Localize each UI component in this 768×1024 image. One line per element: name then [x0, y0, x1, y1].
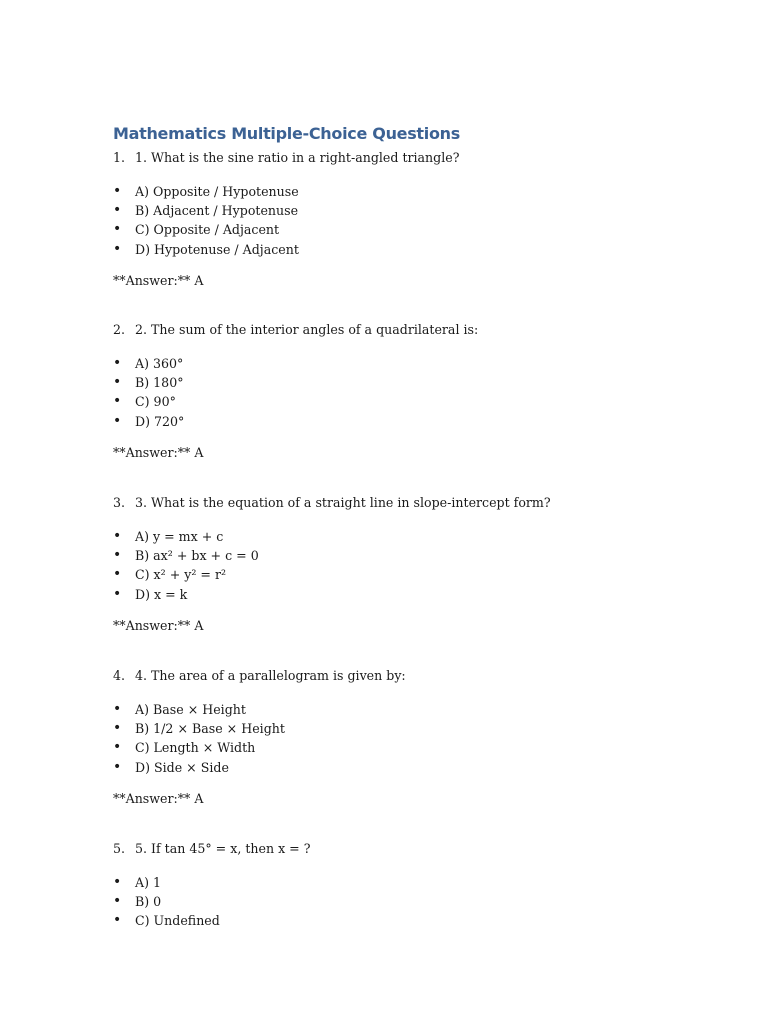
- bullet-icon: •: [113, 893, 122, 910]
- question-line: [113, 322, 733, 338]
- option-item: [113, 700, 733, 719]
- answer-line: **Answer:** A: [113, 617, 204, 633]
- answer-line: **Answer:** A: [113, 272, 204, 288]
- bullet-icon: •: [113, 720, 122, 737]
- bullet-icon: •: [113, 758, 122, 775]
- option-item: [113, 911, 733, 930]
- bullet-icon: •: [113, 701, 122, 717]
- question-number: 1.: [113, 150, 126, 165]
- question-text: 3. What is the equation of a straight line in slope-intercept form?: [135, 495, 551, 510]
- bullet-icon: •: [113, 566, 122, 583]
- question-number: 5.: [113, 841, 126, 856]
- option-list: [113, 354, 733, 431]
- option-text: B) 180°: [135, 375, 184, 391]
- option-text: B) 1/2 × Base × Height: [135, 721, 285, 737]
- bullet-icon: •: [113, 240, 122, 257]
- option-item: [113, 527, 733, 546]
- option-item: [113, 412, 733, 431]
- option-text: C) x² + y² = r²: [135, 567, 227, 583]
- option-item: [113, 392, 733, 411]
- option-item: [113, 738, 733, 757]
- option-item: [113, 719, 733, 738]
- question-line: [113, 150, 733, 166]
- option-item: [113, 373, 733, 392]
- bullet-icon: •: [113, 547, 122, 564]
- option-item: [113, 201, 733, 220]
- option-item: [113, 873, 733, 892]
- question-number: 2.: [113, 322, 126, 337]
- bullet-icon: •: [113, 393, 122, 410]
- option-item: [113, 240, 733, 259]
- option-item: [113, 892, 733, 911]
- option-text: B) ax² + bx + c = 0: [135, 548, 259, 564]
- question-block: [113, 841, 733, 931]
- option-text: C) Length × Width: [135, 740, 256, 756]
- option-list: [113, 527, 733, 604]
- answer-line: **Answer:** A: [113, 790, 204, 806]
- question-block: [113, 322, 733, 461]
- option-item: [113, 354, 733, 373]
- option-text: A) 360°: [135, 356, 184, 371]
- question-text: 4. The area of a parallelogram is given by:: [135, 668, 406, 683]
- option-item: [113, 182, 733, 201]
- option-text: A) Base × Height: [135, 702, 246, 717]
- question-line: [113, 841, 733, 857]
- option-text: A) Opposite / Hypotenuse: [135, 184, 299, 199]
- bullet-icon: •: [113, 528, 122, 544]
- question-line: [113, 495, 733, 511]
- question-line: [113, 668, 733, 684]
- option-text: D) Hypotenuse / Adjacent: [135, 241, 299, 257]
- bullet-icon: •: [113, 912, 122, 929]
- bullet-icon: •: [113, 412, 122, 429]
- question-block: [113, 150, 733, 289]
- answer-line: **Answer:** A: [113, 444, 204, 460]
- bullet-icon: •: [113, 355, 122, 371]
- option-item: [113, 565, 733, 584]
- bullet-icon: •: [113, 183, 122, 199]
- option-list: [113, 873, 733, 931]
- question-block: [113, 668, 733, 807]
- option-item: [113, 546, 733, 565]
- option-text: B) 0: [135, 894, 162, 910]
- option-item: [113, 758, 733, 777]
- document-title: Mathematics Multiple-Choice Questions: [113, 124, 460, 143]
- bullet-icon: •: [113, 202, 122, 219]
- option-text: A) y = mx + c: [135, 529, 224, 544]
- bullet-icon: •: [113, 221, 122, 238]
- option-text: C) 90°: [135, 394, 176, 410]
- option-item: [113, 220, 733, 239]
- question-text: 5. If tan 45° = x, then x = ?: [135, 841, 311, 856]
- option-text: B) Adjacent / Hypotenuse: [135, 203, 299, 219]
- question-text: 2. The sum of the interior angles of a quadrilateral is:: [135, 322, 479, 337]
- option-text: A) 1: [135, 875, 162, 890]
- question-text: 1. What is the sine ratio in a right-angled triangle?: [135, 150, 460, 165]
- option-list: [113, 182, 733, 259]
- bullet-icon: •: [113, 374, 122, 391]
- question-block: [113, 495, 733, 634]
- question-number: 3.: [113, 495, 126, 510]
- option-text: D) Side × Side: [135, 759, 229, 775]
- bullet-icon: •: [113, 585, 122, 602]
- bullet-icon: •: [113, 739, 122, 756]
- option-item: [113, 585, 733, 604]
- option-text: D) 720°: [135, 413, 185, 429]
- option-text: C) Opposite / Adjacent: [135, 222, 280, 238]
- option-list: [113, 700, 733, 777]
- option-text: C) Undefined: [135, 913, 220, 929]
- bullet-icon: •: [113, 874, 122, 890]
- option-text: D) x = k: [135, 586, 188, 602]
- question-number: 4.: [113, 668, 126, 683]
